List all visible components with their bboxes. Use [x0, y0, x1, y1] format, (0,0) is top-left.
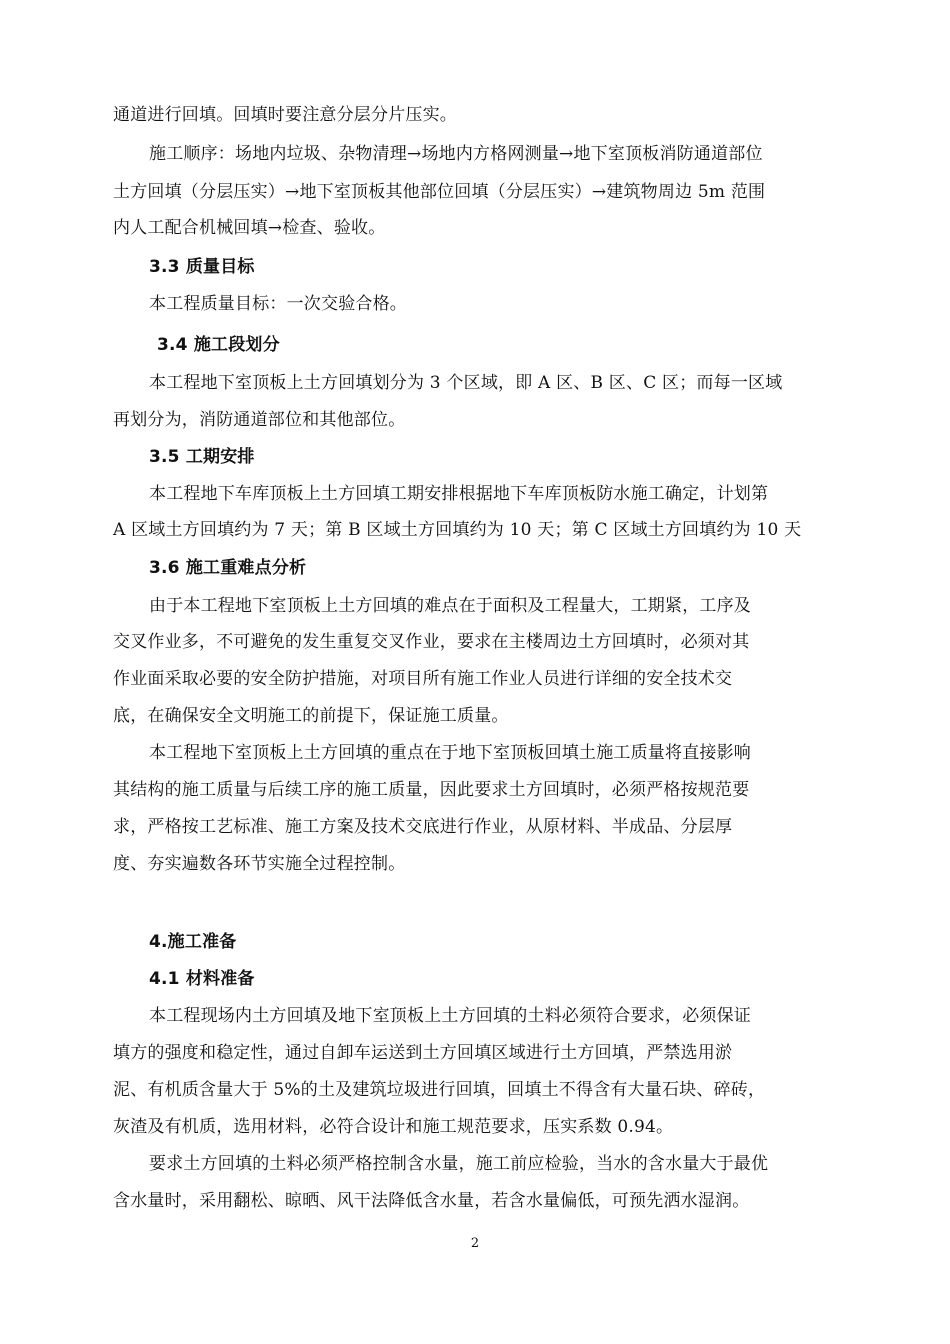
- body-text-line: 要求土方回填的土料必须严格控制含水量，施工前应检验，当水的含水量大于最优: [149, 1154, 769, 1174]
- section-heading-4-1: 4.1 材料准备: [149, 969, 255, 989]
- body-text-line: 再划分为，消防通道部位和其他部位。: [113, 410, 406, 430]
- body-text-line: 施工顺序：场地内垃圾、杂物清理→场地内方格网测量→地下室顶板消防通道部位: [149, 144, 763, 164]
- body-text-line: 本工程现场内土方回填及地下室顶板上土方回填的土料必须符合要求，必须保证: [149, 1006, 751, 1026]
- body-text-line: 内人工配合机械回填→检查、验收。: [113, 218, 386, 238]
- page-number: 2: [470, 1236, 480, 1251]
- body-text-line: 其结构的施工质量与后续工序的施工质量，因此要求土方回填时，必须严格按规范要: [113, 780, 750, 800]
- body-text-line: 填方的强度和稳定性，通过自卸车运送到土方回填区域进行土方回填，严禁选用淤: [113, 1043, 733, 1063]
- section-heading-3-6: 3.6 施工重难点分析: [149, 558, 307, 578]
- body-text-line: 求，严格按工艺标准、施工方案及技术交底进行作业，从原材料、半成品、分层厚: [113, 817, 733, 837]
- body-text-line: 底，在确保安全文明施工的前提下，保证施工质量。: [113, 706, 509, 726]
- body-text-line: 作业面采取必要的安全防护措施，对项目所有施工作业人员进行详细的安全技术交: [113, 669, 733, 689]
- body-text-line: 本工程地下室顶板上土方回填的重点在于地下室顶板回填土施工质量将直接影响: [149, 743, 751, 763]
- body-text-line: 本工程地下室顶板上土方回填划分为 3 个区域，即 A 区、B 区、C 区；而每一区域: [149, 373, 783, 393]
- body-text-line: 本工程地下车库顶板上土方回填工期安排根据地下车库顶板防水施工确定，计划第: [149, 484, 769, 504]
- body-text-line: 含水量时，采用翻松、晾晒、风干法降低含水量，若含水量偏低，可预先洒水湿润。: [113, 1191, 750, 1211]
- body-text-line: 灰渣及有机质，选用材料，必符合设计和施工规范要求，压实系数 0.94。: [113, 1117, 674, 1137]
- section-heading-3-4: 3.4 施工段划分: [157, 335, 280, 355]
- section-heading-4: 4.施工准备: [149, 932, 237, 952]
- body-text-line: 土方回填（分层压实）→地下室顶板其他部位回填（分层压实）→建筑物周边 5m 范围: [113, 182, 766, 202]
- section-heading-3-5: 3.5 工期安排: [149, 447, 255, 467]
- body-text-line: 通道进行回填。回填时要注意分层分片压实。: [113, 105, 457, 125]
- section-heading-3-3: 3.3 质量目标: [149, 257, 255, 277]
- body-text-line: 度、夯实遍数各环节实施全过程控制。: [113, 854, 406, 874]
- body-text-line: 交叉作业多，不可避免的发生重复交叉作业，要求在主楼周边土方回填时，必须对其: [113, 632, 750, 652]
- body-text-line: 由于本工程地下室顶板上土方回填的难点在于面积及工程量大，工期紧，工序及: [149, 596, 751, 616]
- body-text-line: 泥、有机质含量大于 5%的土及建筑垃圾进行回填，回填土不得含有大量石块、碎砖，: [113, 1080, 766, 1100]
- body-text-line: A 区域土方回填约为 7 天；第 B 区域土方回填约为 10 天；第 C 区域土方回填约为 10 天: [113, 520, 802, 540]
- body-text-line: 本工程质量目标：一次交验合格。: [149, 294, 407, 314]
